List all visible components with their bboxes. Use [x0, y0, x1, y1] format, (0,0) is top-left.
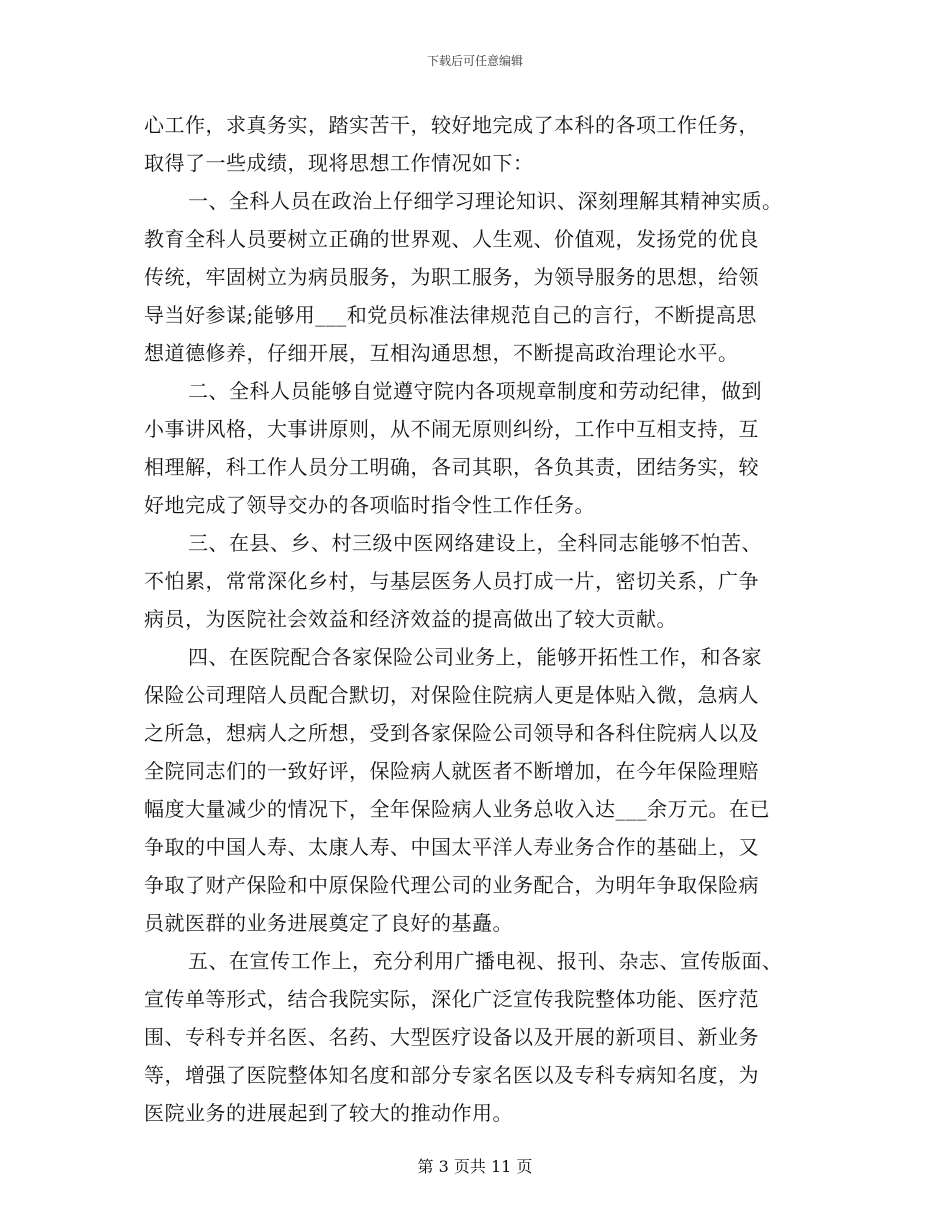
text-line: 好地完成了领导交办的各项临时指令性工作任务。: [144, 493, 595, 517]
text-line: 保险公司理陪人员配合默切，对保险住院病人更是体贴入微，急病人: [144, 683, 759, 707]
text-line: 争取的中国人寿、太康人寿、中国太平洋人寿业务合作的基础上，又: [144, 835, 759, 859]
text-line: 幅度大量减少的情况下，全年保险病人业务总收入达___余万元。在已: [144, 797, 770, 821]
text-line: 相理解，科工作人员分工明确，各司其职，各负其责，团结务实，较: [144, 455, 759, 479]
text-line: 心工作，求真务实，踏实苦干，较好地完成了本科的各项工作任务，: [144, 113, 759, 137]
text-line: 小事讲风格，大事讲原则，从不闹无原则纠纷，工作中互相支持，互: [144, 417, 759, 441]
text-line: 之所急，想病人之所想，受到各家保险公司领导和各科住院病人以及: [144, 721, 759, 745]
text-line: 四、在医院配合各家保险公司业务上，能够开拓性工作，和各家: [188, 645, 762, 669]
text-line: 员就医群的业务进展奠定了良好的基矗。: [144, 911, 513, 935]
text-line: 等，增强了医院整体知名度和部分专家名医以及专科专病知名度，为: [144, 1063, 759, 1087]
text-line: 病员，为医院社会效益和经济效益的提高做出了较大贡献。: [144, 607, 677, 631]
text-line: 传统，牢固树立为病员服务，为职工服务，为领导服务的思想，给领: [144, 265, 759, 289]
text-line: 争取了财产保险和中原保险代理公司的业务配合，为明年争取保险病: [144, 873, 759, 897]
text-line: 围、专科专并名医、名药、大型医疗设备以及开展的新项目、新业务: [144, 1025, 759, 1049]
text-line: 取得了一些成绩，现将思想工作情况如下：: [144, 151, 534, 175]
page-number: 第 3 页共 11 页: [417, 1157, 533, 1176]
text-line: 全院同志们的一致好评，保险病人就医者不断增加，在今年保险理赔: [144, 759, 759, 783]
text-line: 医院业务的进展起到了较大的推动作用。: [144, 1101, 513, 1125]
text-line: 不怕累，常常深化乡村，与基层医务人员打成一片，密切关系，广争: [144, 569, 759, 593]
text-line: 一、全科人员在政治上仔细学习理论知识、深刻理解其精神实质。: [188, 189, 783, 213]
text-line: 想道德修养，仔细开展，互相沟通思想，不断提高政治理论水平。: [144, 341, 739, 365]
text-line: 五、在宣传工作上，充分利用广播电视、报刊、杂志、宣传版面、: [188, 949, 783, 973]
text-line: 三、在县、乡、村三级中医网络建设上，全科同志能够不怕苦、: [188, 531, 762, 555]
text-line: 宣传单等形式，结合我院实际，深化广泛宣传我院整体功能、医疗范: [144, 987, 759, 1011]
page-header: 下载后可任意编辑: [426, 54, 523, 68]
text-line: 二、全科人员能够自觉遵守院内各项规章制度和劳动纪律，做到: [188, 379, 762, 403]
text-line: 导当好参谋;能够用___和党员标准法律规范自己的言行，不断提高思: [144, 303, 757, 327]
document-body: [144, 106, 816, 1132]
text-line: 教育全科人员要树立正确的世界观、人生观、价值观，发扬党的优良: [144, 227, 759, 251]
